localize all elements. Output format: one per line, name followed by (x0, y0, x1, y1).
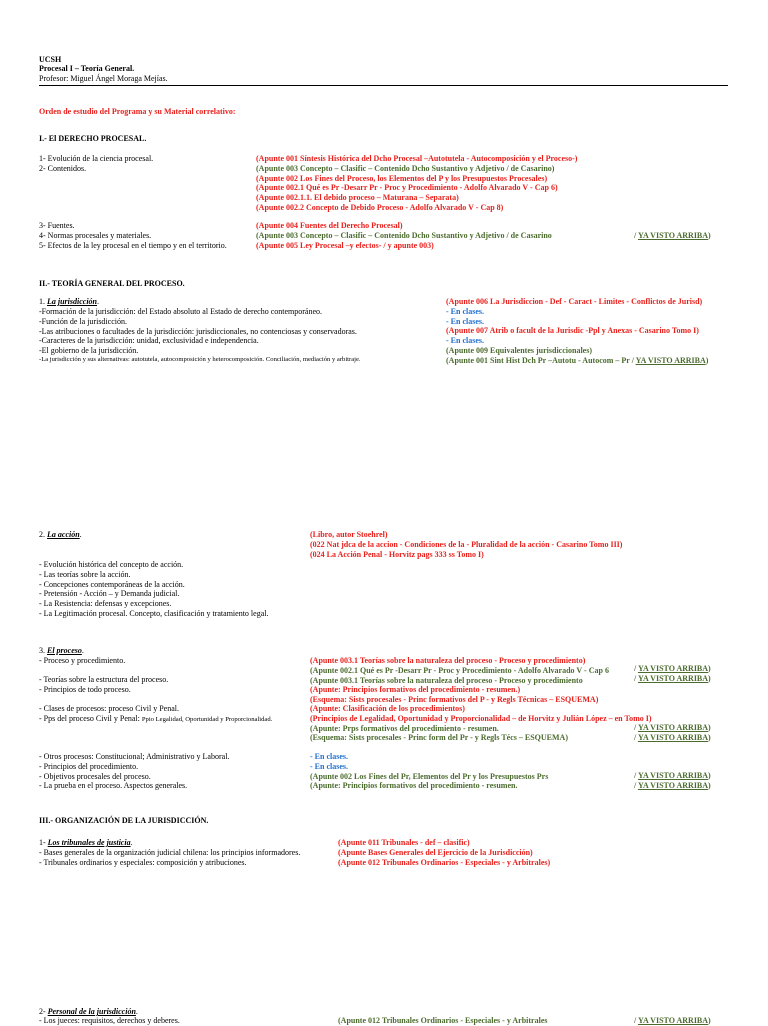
jurisdiction-title: La jurisdicción (47, 297, 98, 306)
reference-line: (024 La Acción Penal - Horvitz pags 333 ss Tomo I) (310, 549, 484, 559)
process-items-b (39, 704, 272, 724)
list-item: - Tribunales ordinarios y especiales: composición y atribuciones. (39, 857, 247, 867)
reference-line: (Apunte 005 Ley Procesal –y efectos- / y apunte 003) (256, 240, 434, 250)
tribunals-items (39, 848, 300, 868)
list-item: - Principios del procedimiento. (39, 761, 139, 771)
reference-line: (Apunte 002 Los Fines del Proceso, los Elementos del P y los Presupuestos Procesales) (256, 173, 548, 183)
jurisdiction-heading: 1. La jurisdicción. (39, 297, 100, 306)
list-item: -Caracteres de la jurisdicción: unidad, exclusividad e independencia. (39, 336, 259, 346)
reference-line: (Apunte 012 Tribunales Ordinarios - Especiales - y Arbitrales) (338, 857, 551, 867)
reference-line: (Apunte 002 Los Fines del Pr, Elementos del Pr y los Presupuestos Prs (310, 771, 549, 781)
header-divider (39, 85, 728, 86)
reference-line: (Apunte 012 Tribunales Ordinarios - Especiales - y Arbitrales (338, 1016, 548, 1025)
personnel-heading: 2- Personal de la jurisdicción. (39, 1007, 138, 1016)
reference-line: - En clases. (310, 761, 348, 771)
reference-line: (Apunte: Prps formativos del procedimiento - resumen. (310, 723, 499, 733)
action-heading: 2. La acción. (39, 530, 82, 539)
reference-line: (Apunte 004 Fuentes del Derecho Procesal) (256, 221, 403, 230)
section-1-refs-a (256, 154, 577, 213)
list-item: -La jurisdicción y sus alternativas: autotutela, autocomposición y heterocomposición. Conciliación, mediación y arbitraje. (39, 355, 361, 363)
reference-line: (Apunte 006 La Jurisdiccion - Def - Caract - Limites - Conflictos de Jurisd) (446, 297, 703, 306)
action-title: La acción (47, 530, 80, 539)
tribunals-refs (338, 838, 550, 867)
reference-line: (Apunte Bases Generales del Ejercicio de la Jurisdicción) (338, 847, 533, 857)
seen-above-link[interactable]: YA VISTO ARRIBA (635, 355, 706, 365)
process-item: - Proceso y procedimiento. (39, 656, 126, 665)
section-2-title: II.- TEORÍA GENERAL DEL PROCESO. (39, 279, 185, 288)
list-item: 2- Contenidos. (39, 163, 87, 173)
professor-name: Profesor: Miguel Ángel Moraga Mejías. (39, 74, 168, 83)
reference-line: (Apunte 009 Equivalentes jurisdiccionales) (446, 345, 593, 355)
process-refs-b (310, 704, 652, 743)
action-items (39, 560, 268, 619)
reference-line: (Apunte 001 Sint Hist Dch Pr –Autotu - Autocom – Pr / YA VISTO ARRIBA) (446, 355, 709, 365)
reference-line: (Apunte 002.1 Qué es Pr -Desarr Pr - Proc y Procedimiento - Adolfo Alvarado V - Cap 6) (256, 183, 558, 193)
reference-line: (Esquema: Sists procesales - Princ form del Pr - y Regls Técs – ESQUEMA) (310, 733, 568, 743)
reference-line: (Apunte 003 Concepto – Clasific – Contenido Dcho Sustantivo y Adjetivo / de Casarino (256, 230, 552, 240)
reference-line: - En clases. (446, 316, 484, 326)
jurisdiction-refs (446, 297, 708, 365)
process-items-c (39, 752, 229, 791)
seen-above-link[interactable]: / YA VISTO ARRIBA) (634, 723, 711, 732)
reference-line: (022 Nat jdca de la accion - Condiciones de la - Pluralidad de la acción - Casarino Tomo III) (310, 539, 623, 549)
list-item: - Los jueces: requisitos, derechos y deberes. (39, 1016, 180, 1025)
seen-above-link[interactable]: / YA VISTO ARRIBA) (634, 781, 711, 790)
reference-line: (Apunte 007 Atrib o facult de la Jurisdic -Ppl y Anexas - Casarino Tomo I) (446, 326, 699, 336)
personnel-title: Personal de la jurisdicción (47, 1007, 136, 1016)
reference-line: (Apunte 003.1 Teorías sobre la naturaleza del proceso - Proceso y procedimiento) (310, 656, 586, 665)
section-1-items-a (39, 154, 153, 174)
reference-line: (Libro, autor Stoehrel) (310, 530, 388, 539)
process-items-a (39, 675, 168, 695)
list-item: - Pps del proceso Civil y Penal: Ppio Legalidad, Oportunidad y Proporcionalidad. (39, 713, 273, 723)
reference-line: (Apunte: Principios formativos del procedimiento - resumen. (310, 781, 518, 791)
list-item: - Pretensión - Acción – y Demanda judicial. (39, 589, 180, 599)
course-title: Procesal I – Teoría General. (39, 64, 135, 73)
list-item: 4- Normas procesales y materiales. (39, 230, 152, 240)
list-item: - La Legitimación procesal. Concepto, clasificación y tratamiento legal. (39, 608, 269, 618)
list-item: - La Resistencia: defensas y excepciones. (39, 599, 172, 608)
list-item: 5- Efectos de la ley procesal en el tiempo y en el territorio. (39, 240, 227, 250)
list-item: - Teorías sobre la estructura del proceso. (39, 675, 169, 684)
process-refs-c (310, 752, 548, 791)
list-item: - Evolución histórica del concepto de acción. (39, 560, 184, 569)
reference-line: (Principios de Legalidad, Oportunidad y Proporcionalidad – de Horvitz y Julián López – en Tomo I) (310, 713, 652, 723)
reference-line: (Apunte 011 Tribunales - def – clasific) (338, 838, 470, 847)
reference-line: (Apunte 003 Concepto – Clasific – Contenido Dcho Sustantivo y Adjetivo / de Casarino) (256, 163, 555, 173)
school-name: UCSH (39, 55, 62, 64)
process-heading: 3. El proceso. (39, 646, 84, 655)
seen-above-link[interactable]: / YA VISTO ARRIBA) (634, 231, 711, 240)
list-item: -Las atribuciones o facultades de la jurisdicción: jurisdiccionales, no contenciosas y conservadoras. (39, 326, 357, 336)
reference-line: (Esquema: Sists procesales - Princ formativos del P - y Regls Técnicas – ESQUEMA) (310, 695, 599, 704)
jurisdiction-items (39, 307, 361, 364)
reference-line: - En clases. (310, 752, 348, 761)
list-item: -El gobierno de la jurisdicción. (39, 346, 139, 355)
list-item: 3- Fuentes. (39, 221, 75, 230)
reference-line: (Apunte: Clasificación de los procedimientos) (310, 704, 465, 713)
reference-line: (Apunte 003.1 Teorías sobre la naturaleza del proceso - Proceso y procedimiento (310, 675, 583, 685)
list-item: 1- Evolución de la ciencia procesal. (39, 154, 154, 163)
seen-above-link[interactable]: / YA VISTO ARRIBA) (634, 771, 711, 780)
tribunals-title: Los tribunales de justicia (47, 838, 131, 847)
reference-line: (Apunte 002.1 Qué es Pr -Desarr Pr - Proc y Procedimiento - Adolfo Alvarado V - Cap 6 (310, 665, 609, 675)
list-item: - Clases de procesos: proceso Civil y Penal. (39, 704, 179, 713)
section-1-items-b (39, 221, 227, 250)
seen-above-link[interactable]: / YA VISTO ARRIBA) (634, 733, 711, 742)
section-1-title: I.- El DERECHO PROCESAL. (39, 134, 147, 143)
section-1-refs-b (256, 221, 552, 250)
list-item: - Otros procesos: Constitucional; Administrativo y Laboral. (39, 752, 230, 761)
process-title: El proceso (47, 646, 82, 655)
list-item: -Formación de la jurisdicción: del Estado absoluto al Estado de derecho contemporáneo. (39, 307, 323, 316)
seen-above-link[interactable]: / YA VISTO ARRIBA) (634, 664, 711, 673)
reference-line: (Apunte 002.1.1. El debido proceso – Maturana – Separata) (256, 193, 459, 202)
reference-line: (Apunte 002.2 Concepto de Debido Proceso - Adolfo Alvarado V - Cap 8) (256, 202, 504, 212)
process-refs-a (310, 656, 609, 705)
list-item: -Función de la jurisdicción. (39, 316, 127, 326)
list-item: - Principios de todo proceso. (39, 684, 131, 694)
tribunals-heading: 1- Los tribunales de justicia. (39, 838, 133, 847)
reference-line: (Apunte: Principios formativos del procedimiento - resumen.) (310, 685, 521, 695)
study-order-title: Orden de estudio del Programa y su Material correlativo: (39, 107, 236, 116)
reference-line: (Apunte 001 Síntesis Histórica del Dcho Procesal –Autotutela - Autocomposición y el Proceso-) (256, 154, 578, 163)
reference-line: - En clases. (446, 336, 484, 345)
reference-line: - En clases. (446, 306, 484, 316)
section-3-title: III.- ORGANIZACIÓN DE LA JURISDICCIÓN. (39, 816, 209, 825)
list-item: - Bases generales de la organización judicial chilena: los principios informadores. (39, 848, 301, 857)
list-item: - La prueba en el proceso. Aspectos generales. (39, 781, 188, 791)
list-item: - Objetivos procesales del proceso. (39, 771, 151, 781)
list-item: - Las teorías sobre la acción. (39, 569, 131, 579)
list-item: - Concepciones contemporáneas de la acción. (39, 579, 185, 589)
seen-above-link[interactable]: / YA VISTO ARRIBA) (634, 1016, 711, 1025)
action-refs (310, 530, 622, 559)
seen-above-link[interactable]: / YA VISTO ARRIBA) (634, 674, 711, 683)
